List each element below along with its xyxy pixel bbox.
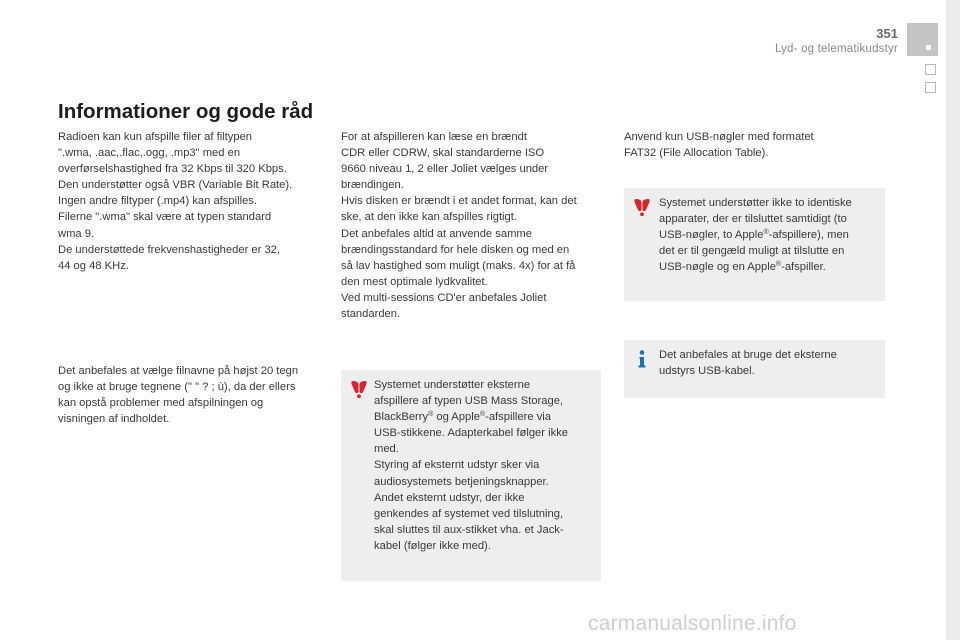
usb-format-paragraph: Anvend kun USB-nøgler med formatet FAT32 (File Allocation Table). bbox=[624, 131, 814, 160]
page-edge bbox=[946, 0, 960, 640]
section-title: Lyd- og telematikudstyr bbox=[774, 43, 898, 55]
chapter-tab bbox=[907, 23, 938, 56]
registered-mark: ® bbox=[763, 229, 769, 237]
page-number: 351 bbox=[876, 26, 898, 41]
warning-note-text-part: Systemet understøtter eksterne afspillere af typen USB Mass Storage, BlackBerry bbox=[374, 379, 564, 424]
registered-mark: ® bbox=[428, 411, 434, 419]
warning-icon bbox=[632, 197, 652, 217]
chapter-tab-box bbox=[925, 64, 936, 75]
warning-note-text bbox=[374, 377, 596, 554]
registered-mark: ® bbox=[775, 261, 782, 269]
warning-note-identical-devices bbox=[624, 188, 885, 301]
page-heading: Informationer og gode råd bbox=[58, 100, 314, 123]
filename-paragraph: Det anbefales at vælge filnavne på højst 20 tegn og ikke at bruge tegnene (" " ? ; ù), da der ellers kan opstå problemer med afspilningen og visningen af indholdet. bbox=[58, 365, 299, 426]
warning-note-text-part: og Apple bbox=[433, 411, 480, 424]
info-note-text: Det anbefales at bruge det eksterne udstyrs USB-kabel. bbox=[659, 349, 837, 378]
watermark: carmanualsonline.info bbox=[588, 612, 797, 635]
chapter-tab-mark bbox=[926, 45, 931, 50]
info-note-usb-cable bbox=[624, 340, 885, 398]
warning-note-text bbox=[659, 195, 881, 275]
cd-burning-paragraph: For at afspilleren kan læse en brændt CDR eller CDRW, skal standarderne ISO 9660 niveau 1, 2 eller Joliet vælges under brændingen. Hvis disken er brændt i et andet format, kan det ske, at den ikke kan afspilles rigtigt. Det anbefales altid at anvende samme brændingsstandard for hele disken og med en så lav hastighed som muligt (maks. 4x) for at få den mest optimale lydkvalitet. Ved multi-sessions CD'er anbefales Joliet standarden. bbox=[341, 131, 577, 321]
warning-note-text-part: -afspillere via USB-stikkene. Adapterkabel følger ikke med. Styring af eksternt udstyr sker via audiosystemets betjeningsknapper. Andet eksternt udstyr, der ikke genkendes af systemet ved tilslutning, skal sluttes til aux-stikket vha. et Jack- kabel (følger ikke med). bbox=[374, 411, 569, 552]
registered-mark: ® bbox=[479, 411, 486, 419]
chapter-tab-box bbox=[925, 82, 936, 93]
warning-icon bbox=[349, 379, 369, 399]
warning-note-external-players bbox=[341, 370, 601, 581]
warning-note-text-part: -afspillere), men det er til gengæld muligt at tilslutte en USB-nøgle og en Apple bbox=[659, 229, 849, 274]
warning-note-text-part: -afspiller. bbox=[781, 261, 826, 274]
info-icon bbox=[632, 349, 652, 369]
file-format-paragraph: Radioen kan kun afspille filer af filtypen ".wma, .aac,.flac,.ogg, .mp3" med en overførselshastighed fra 32 Kbps til 320 Kbps. Den understøtter også VBR (Variable Bit Rate). Ingen andre filtyper (.mp4) kan afspilles. Filerne ".wma" skal være at typen standard wma 9. De understøttede frekvenshastigheder er 32, 44 og 48 KHz. bbox=[58, 131, 293, 272]
warning-note-text-part: Systemet understøtter ikke to identiske apparater, der er tilsluttet samtidigt (to USB-nøgler, to Apple bbox=[659, 197, 852, 242]
